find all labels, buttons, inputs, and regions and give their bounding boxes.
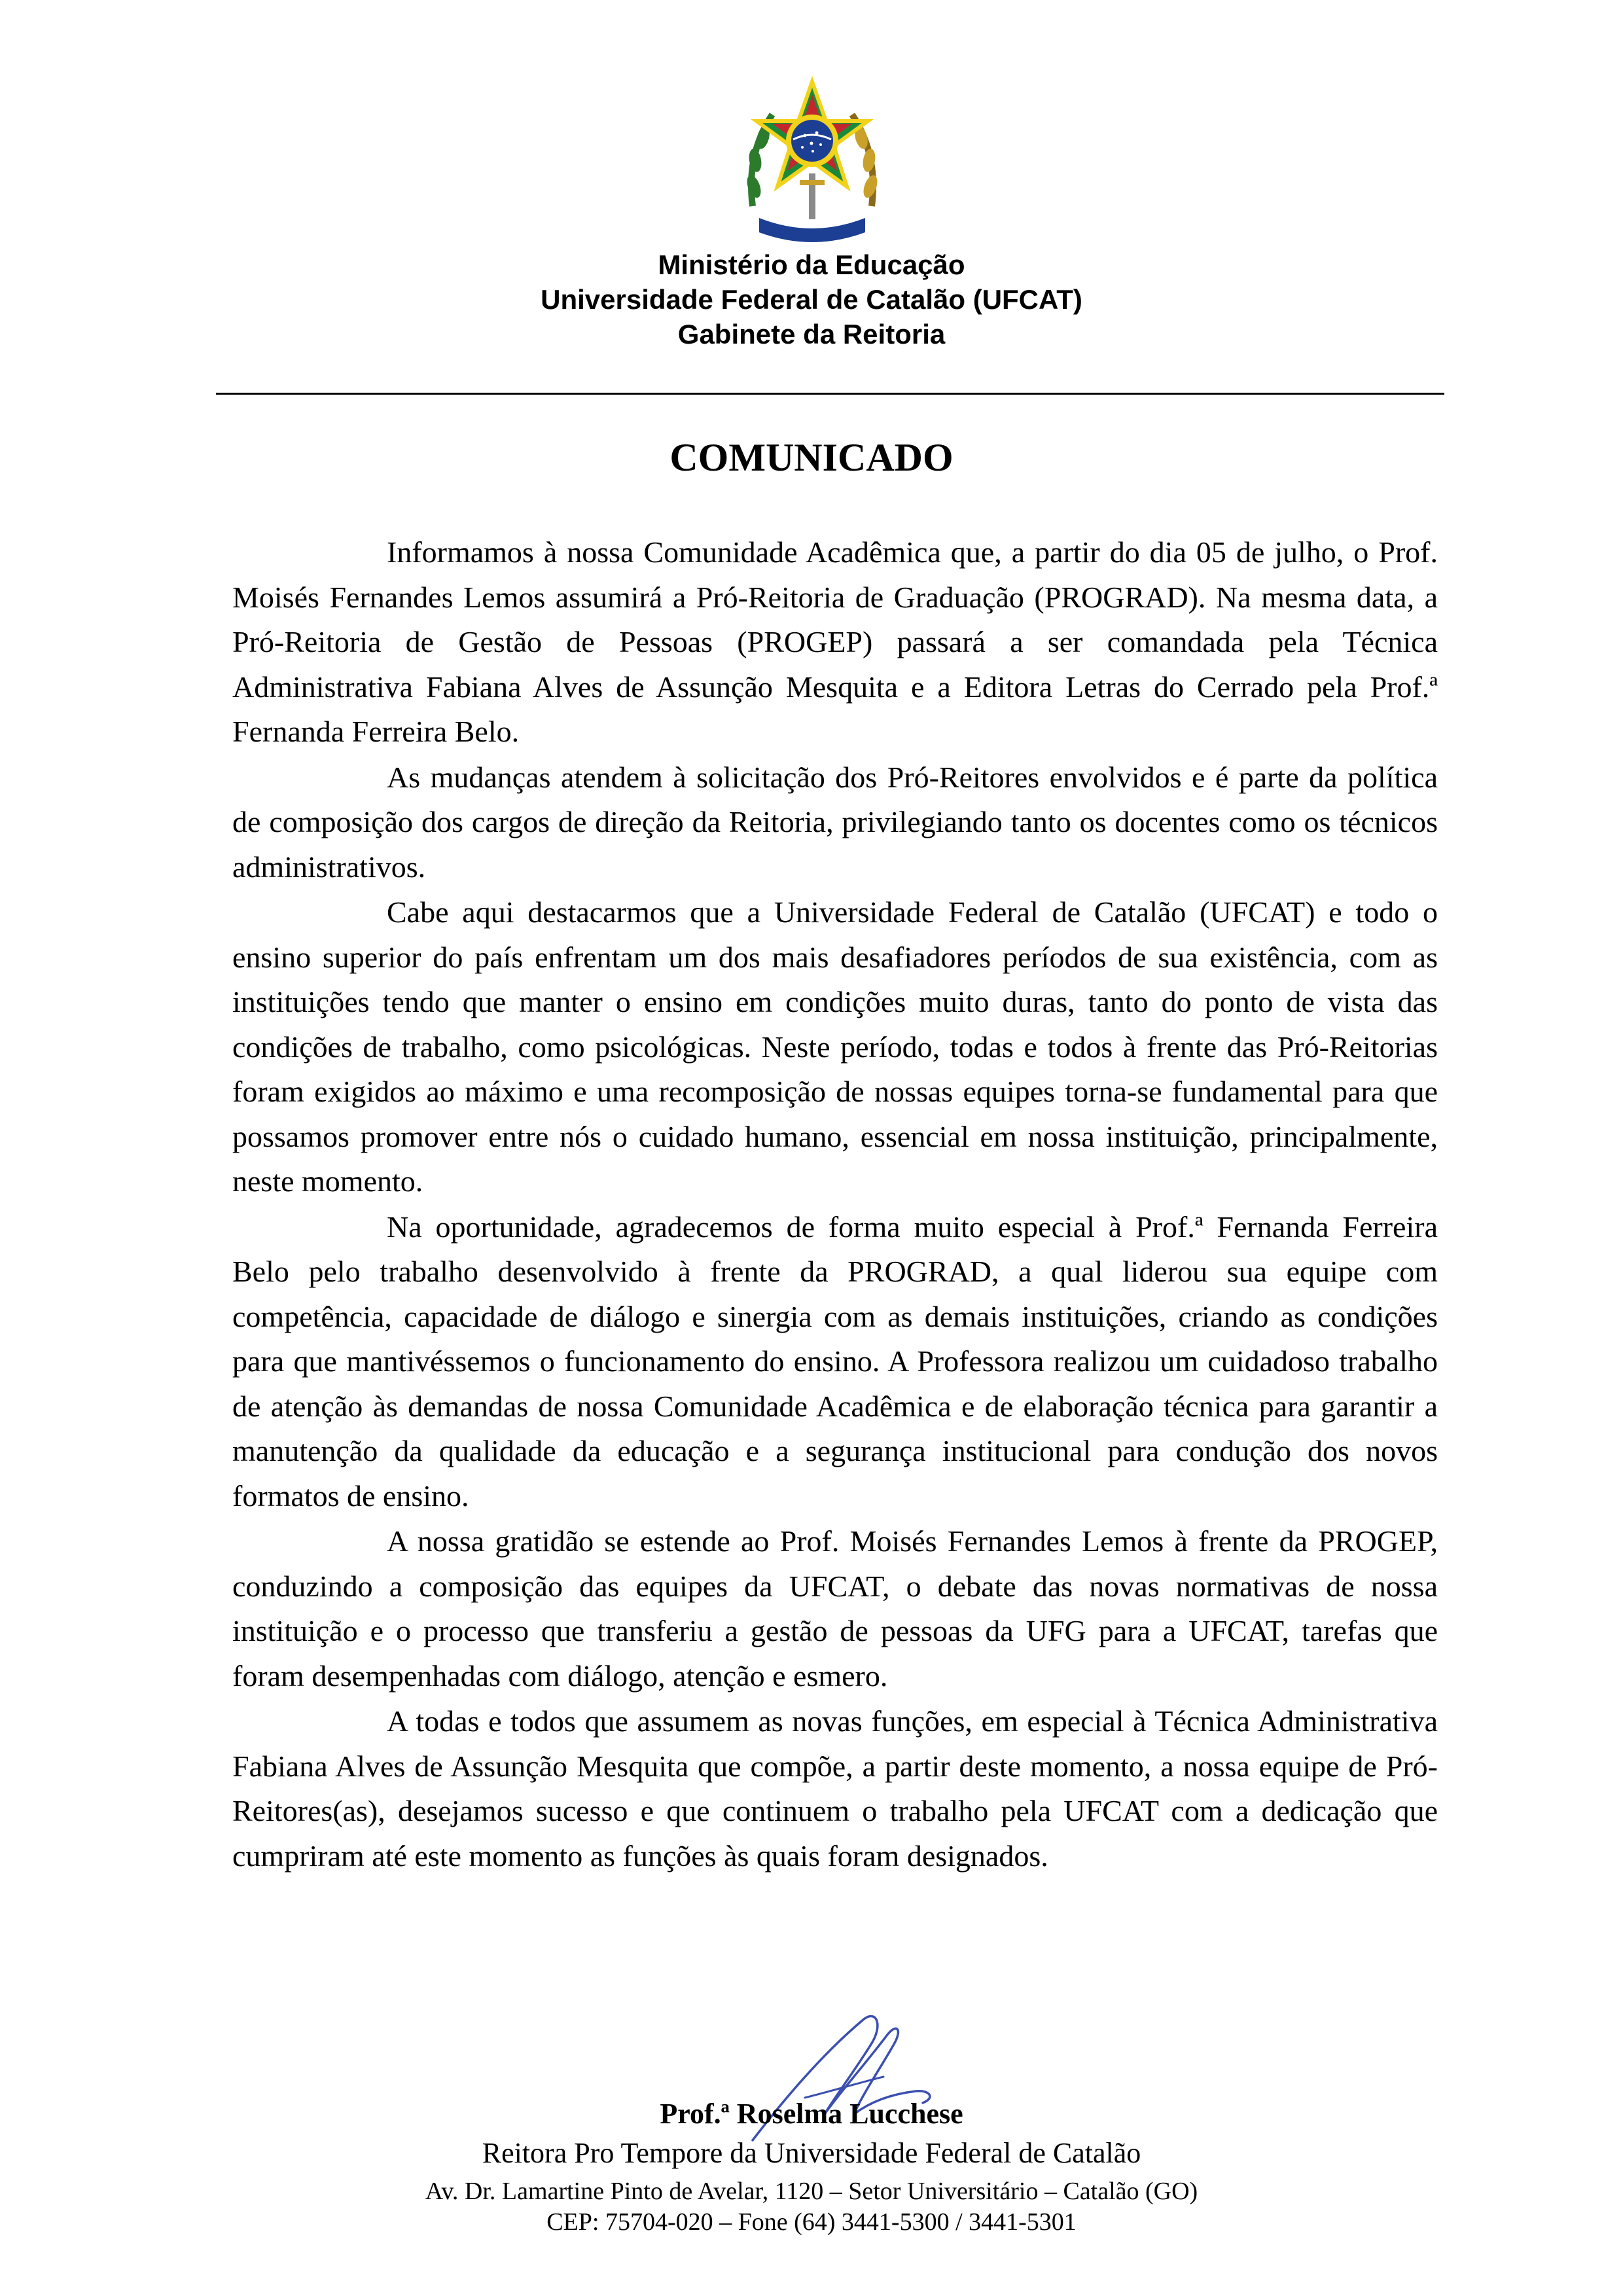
document-title: COMUNICADO xyxy=(669,436,954,479)
signature-block xyxy=(0,2094,1623,2173)
university-line: Universidade Federal de Catalão (UFCAT) xyxy=(541,284,1082,315)
footer-address: Av. Dr. Lamartine Pinto de Avelar, 1120 – Setor Universitário – Catalão (GO) xyxy=(425,2178,1198,2205)
institution-header xyxy=(0,247,1623,351)
paragraph: A nossa gratidão se estende ao Prof. Moisés Fernandes Lemos à frente da PROGEP, conduzindo a composição das equipes da UFCAT, o debate das novas normativas de nossa instituição e o processo que transferiu a gestão de pessoas da UFG para a UFCAT, tarefas que foram desempenhadas com diálogo, atenção e esmero. xyxy=(232,1524,1438,1693)
coat-of-arms-brazil-icon xyxy=(740,75,885,252)
document-body xyxy=(232,530,1438,1879)
paragraph: Na oportunidade, agradecemos de forma muito especial à Prof.ª Fernanda Ferreira Belo pelo trabalho desenvolvido à frente da PROGRAD, a qual liderou sua equipe com competência, capacidade de diálogo e sinergia com as demais instituições, criando as condições para que mantivéssemos o funcionamento do ensino. A Professora realizou um cuidadoso trabalho de atenção às demandas de nossa Comunidade Acadêmica e de elaboração técnica para garantir a manutenção da qualidade da educação e a segurança institucional para condução dos novos formatos de ensino. xyxy=(232,1210,1438,1513)
office-line: Gabinete da Reitoria xyxy=(677,319,946,350)
paragraph: Informamos à nossa Comunidade Acadêmica que, a partir do dia 05 de julho, o Prof. Moisés Fernandes Lemos assumirá a Pró-Reitoria de Graduação (PROGRAD). Na mesma data, a Pró-Reitoria de Gestão de Pessoas (PROGEP) passará a ser comandada pela Técnica Administrativa Fabiana Alves de Assunção Mesquita e a Editora Letras do Cerrado pela Prof.ª Fernanda Ferreira Belo. xyxy=(232,535,1438,748)
address-footer xyxy=(0,2176,1623,2238)
paragraph: As mudanças atendem à solicitação dos Pró-Reitores envolvidos e é parte da política de composição dos cargos de direção da Reitoria, privilegiando tanto os docentes como os técnicos administrativos. xyxy=(232,760,1438,884)
footer-contact: CEP: 75704-020 – Fone (64) 3441-5300 / 3441-5301 xyxy=(546,2208,1077,2236)
signer-role: Reitora Pro Tempore da Universidade Federal de Catalão xyxy=(482,2137,1141,2169)
paragraph: A todas e todos que assumem as novas funções, em especial à Técnica Administrativa Fabiana Alves de Assunção Mesquita que compõe, a partir deste momento, a nossa equipe de Pró-Reitores(as), desejamos sucesso e que continuem o trabalho pela UFCAT com a dedicação que cumpriram até este momento as funções às quais foram designados. xyxy=(232,1704,1438,1873)
header-divider xyxy=(216,393,1444,395)
signer-name: Prof.ª Roselma Lucchese xyxy=(660,2098,963,2130)
paragraph: Cabe aqui destacarmos que a Universidade Federal de Catalão (UFCAT) e todo o ensino superior do país enfrentam um dos mais desafiadores períodos de sua existência, com as instituições tendo que manter o ensino em condições muito duras, tanto do ponto de vista das condições de trabalho, como psicológicas. Neste período, todas e todos à frente das Pró-Reitorias foram exigidos ao máximo e uma recomposição de nossas equipes torna-se fundamental para que possamos promover entre nós o cuidado humano, essencial em nossa instituição, principalmente, neste momento. xyxy=(232,895,1438,1198)
ministry-line: Ministério da Educação xyxy=(658,249,965,280)
